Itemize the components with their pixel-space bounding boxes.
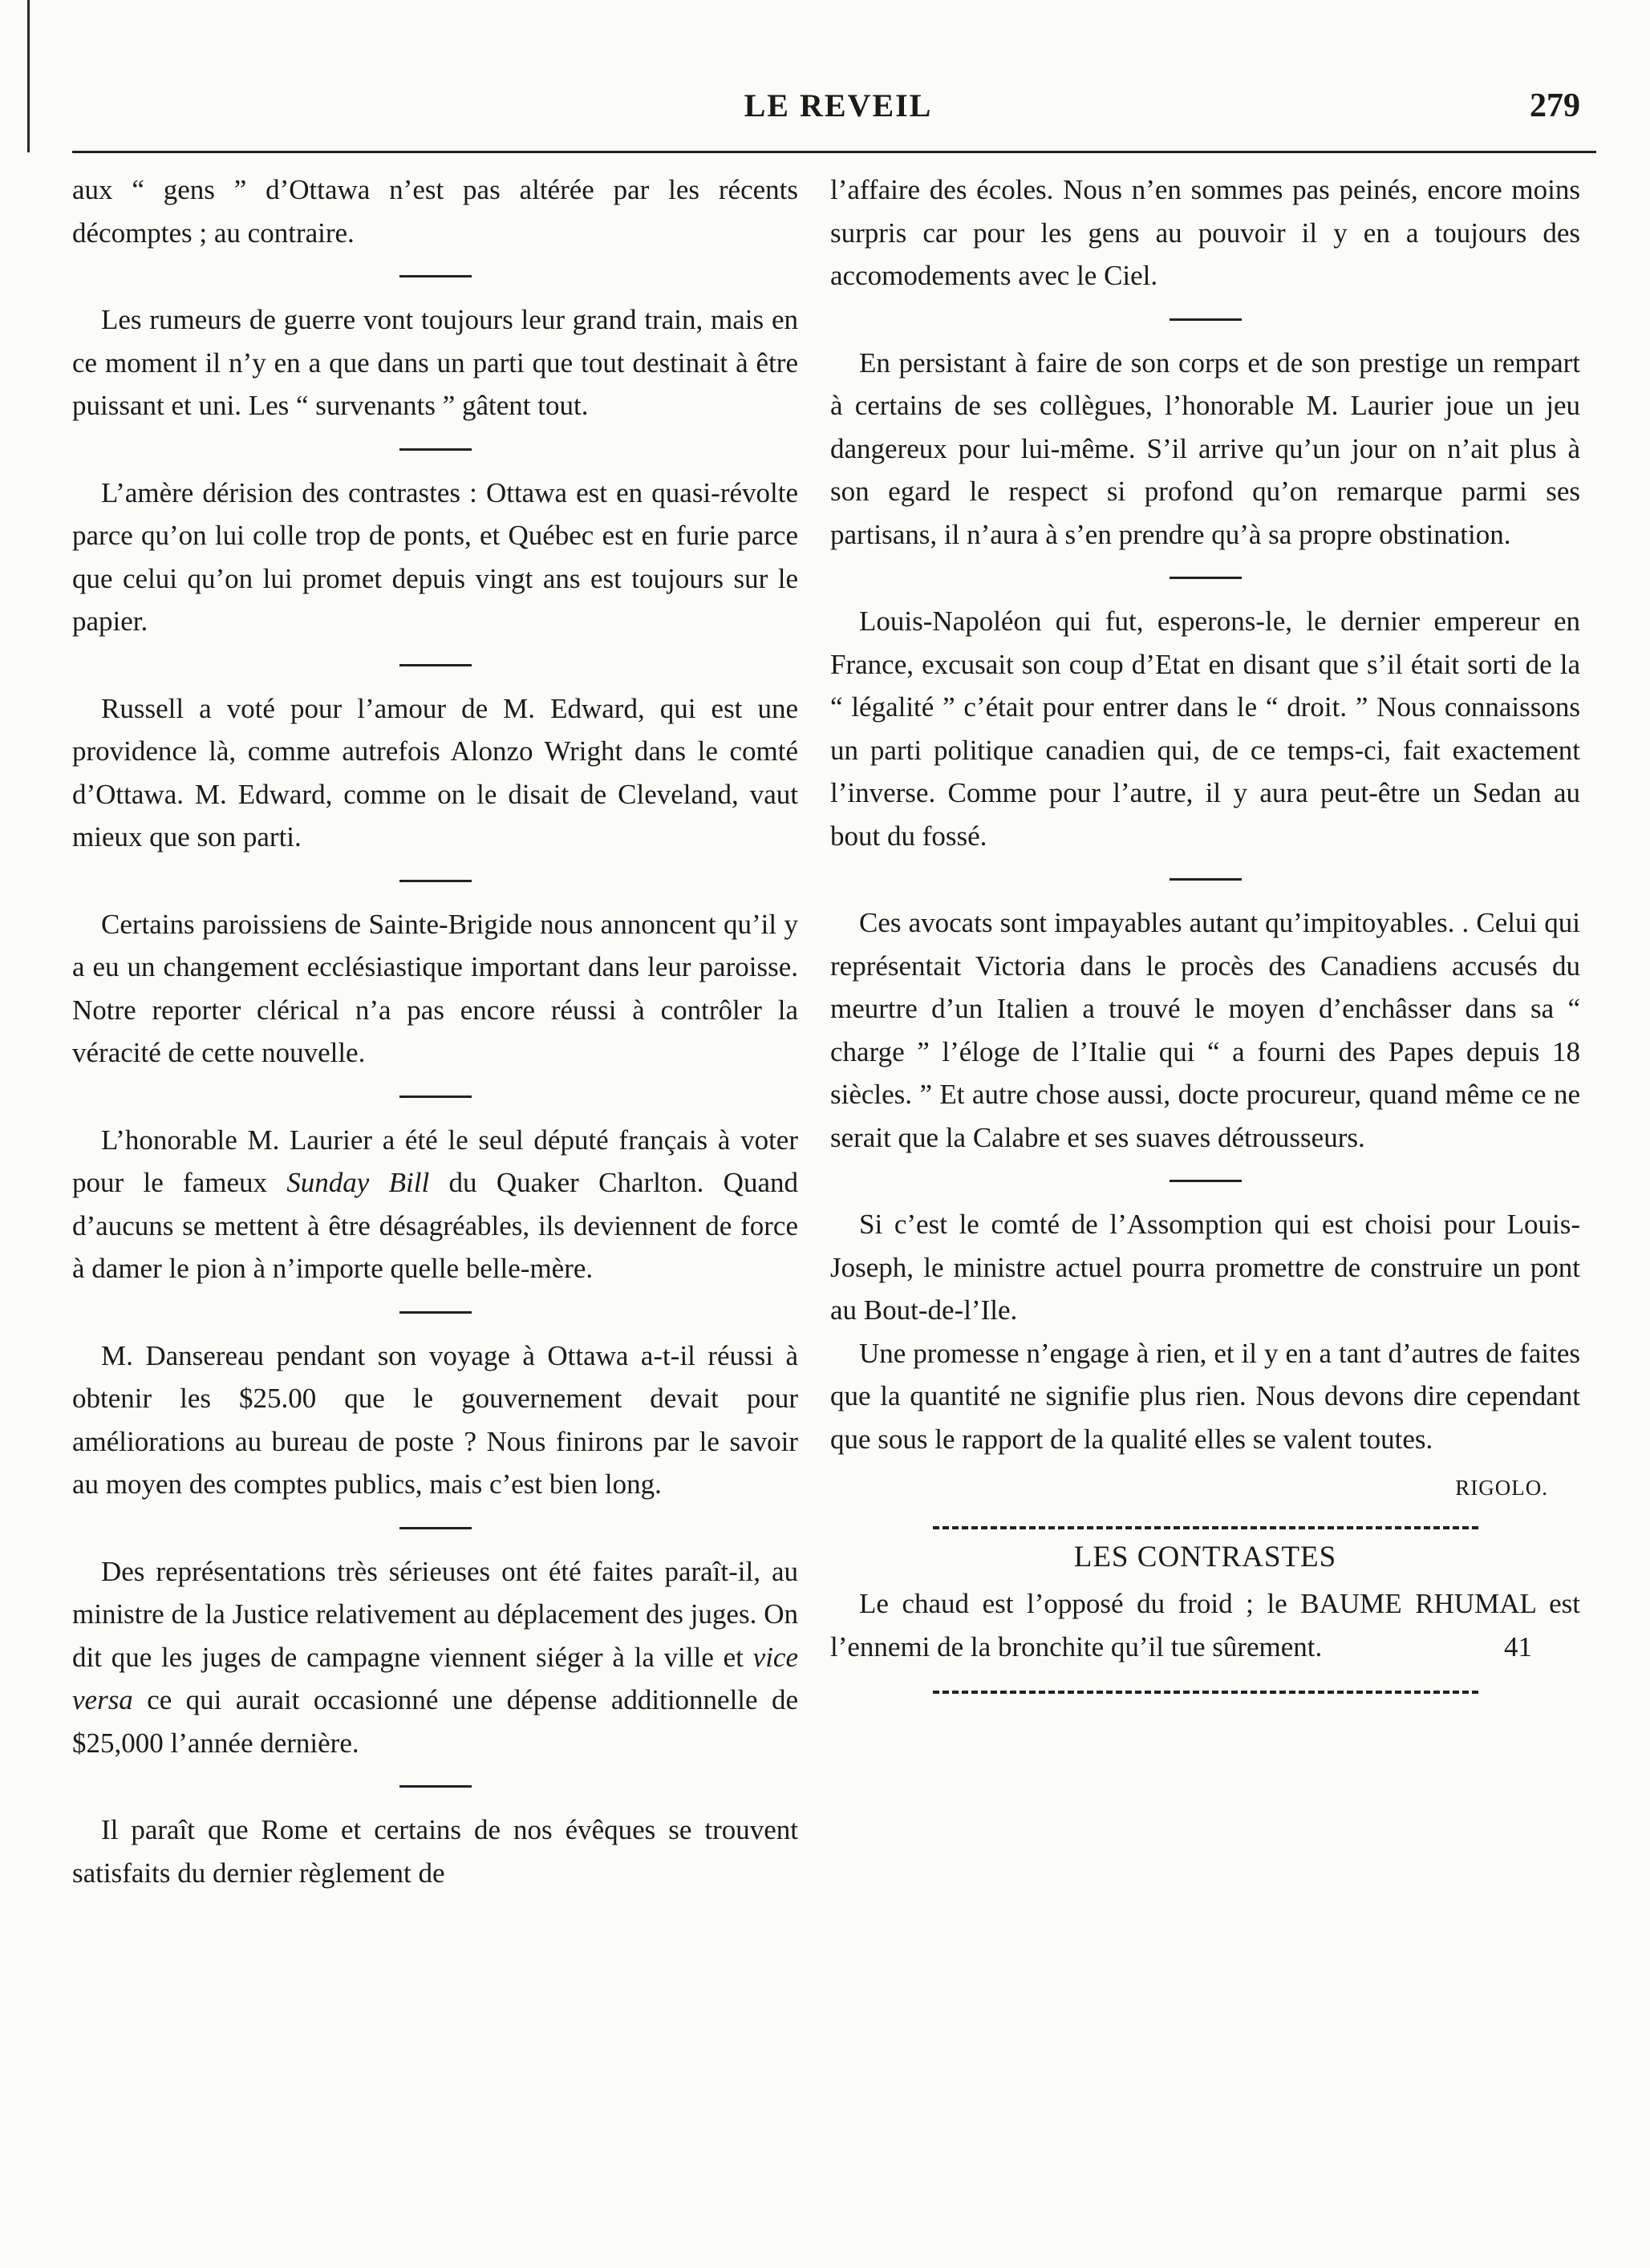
paragraph: M. Dansereau pendant son voyage à Ottawa a-t-il réussi à obtenir les $25.00 que le gouvernement devait pour améliorations au bureau de poste ? Nous finirons par le savoir au moyen des comptes publics, mais c’est bien long. (72, 1339, 798, 1500)
paragraph (72, 1119, 798, 1290)
separator (399, 275, 472, 277)
advertisement-title: LES CONTRASTES (1073, 1541, 1337, 1573)
page-edge-line (27, 0, 30, 152)
separator (399, 1527, 472, 1529)
right-column (830, 168, 1580, 1702)
italic-text: Sunday Bill (286, 1167, 430, 1198)
dashed-rule (933, 1526, 1478, 1529)
paragraph: Si c’est le comté de l’Assomption qui est choisi pour Louis-Joseph, le ministre actuel pourra promettre de construire un pont au Bout-de-l’Ile. (830, 1209, 1580, 1326)
paragraph: En persistant à faire de son corps et de son prestige un rempart à certains de ses collègues, l’honorable M. Laurier joue un jeu dangereux pour lui-même. S’il arrive qu’un jour on n’ait plus à son egard le respect si profond qu’on remarque parmi ses partisans, il n’aura à s’en prendre qu’à sa propre obstination. (830, 346, 1580, 550)
separator (1170, 318, 1242, 321)
paragraph: aux “ gens ” d’Ottawa n’est pas altérée par les récents décomptes ; au contraire. (72, 174, 798, 249)
paragraph: Une promesse n’engage à rien, et il y en a tant d’autres de faites que la quantité ne signifie plus rien. Nous devons dire cependant que sous le rapport de la qualité elles se valent toutes. (830, 1337, 1580, 1455)
paragraph: L’amère dérision des contrastes : Ottawa est en quasi-révolte parce qu’on lui colle trop de ponts, et Québec est en furie parce que celui qu’on lui promet depuis vingt ans est toujours sur le papier. (72, 476, 798, 637)
separator (1170, 577, 1242, 579)
separator (1170, 878, 1242, 881)
header-rule (72, 151, 1596, 153)
text-run: du Quaker Charlton. Quand d’aucuns se mettent à être désagréables, ils deviennent de force à damer le pion à n’importe quelle belle-mère. (72, 1167, 798, 1284)
text-run: ce qui aurait occasionné une dépense additionnelle de $25,000 l’année dernière. (72, 1684, 798, 1759)
separator (399, 1785, 472, 1788)
text-run: L’honorable M. Laurier a été le seul député français à voter pour le fameux (72, 1124, 798, 1198)
separator (1170, 1180, 1242, 1182)
page-header (80, 87, 1596, 143)
italic-text: vice versa (72, 1641, 798, 1715)
separator (399, 1311, 472, 1314)
signature: RIGOLO. (1455, 1476, 1548, 1500)
paragraph: Russell a voté pour l’amour de M. Edward, qui est une providence là, comme autrefois Alonzo Wright dans le comté d’Ottawa. M. Edward, comme on le disait de Cleveland, vaut mieux que son parti. (72, 692, 798, 853)
page-number: 279 (1530, 87, 1580, 124)
paragraph: Il paraît que Rome et certains de nos évêques se trouvent satisfaits du dernier règlement de (72, 1814, 798, 1889)
dashed-rule (933, 1691, 1478, 1694)
advertisement-number: 41 (1504, 1630, 1532, 1663)
text-run: Des représentations très sérieuses ont été faites paraît-il, au ministre de la Justice relativement au déplacement des juges. On dit que les juges de campagne viennent siéger à la ville et (72, 1555, 798, 1673)
separator (399, 1096, 472, 1098)
paragraph: Louis-Napoléon qui fut, esperons-le, le dernier empereur en France, excusait son coup d’Etat en disant que s’il était sorti de la “ légalité ” c’était pour entrer dans le “ droit. ” Nous connaissons un parti politique canadien qui, de ce temps-ci, fait exactement l’inverse. Comme pour l’autre, il y aura peut-être un Sedan au bout du fossé. (830, 605, 1580, 852)
separator (399, 664, 472, 666)
paragraph: l’affaire des écoles. Nous n’en sommes pas peinés, encore moins surpris car pour les gens au pouvoir il y en a toujours des accomodements avec le Ciel. (830, 174, 1580, 291)
paragraph: Les rumeurs de guerre vont toujours leur grand train, mais en ce moment il n’y en a que dans un parti que tout destinait à être puissant et uni. Les “ survenants ” gâtent tout. (72, 304, 798, 421)
newspaper-title: LE REVEIL (744, 87, 933, 124)
paragraph (72, 1550, 798, 1765)
separator (399, 880, 472, 882)
advertisement-text (830, 1582, 1580, 1668)
left-column (72, 168, 798, 1894)
text-run: Le chaud est l’opposé du froid ; le BAUME RHUMAL est l’ennemi de la bronchite qu’il tue sûrement. (830, 1588, 1580, 1663)
paragraph: Certains paroissiens de Sainte-Brigide nous annoncent qu’il y a eu un changement ecclésiastique important dans leur paroisse. Notre reporter clérical n’a pas encore réussi à contrôler la véracité de cette nouvelle. (72, 908, 798, 1068)
separator (399, 448, 472, 451)
paragraph: Ces avocats sont impayables autant qu’impitoyables. . Celui qui représentait Victoria dans le procès des Canadiens accusés du meurtre d’un Italien a trouvé le moyen d’enchâsser dans sa “ charge ” l’éloge de l’Italie qui “ a fourni des Papes depuis 18 siècles. ” Et autre chose aussi, docte procureur, quand même ce ne serait que la Calabre et ses suaves détrousseurs. (830, 907, 1580, 1153)
